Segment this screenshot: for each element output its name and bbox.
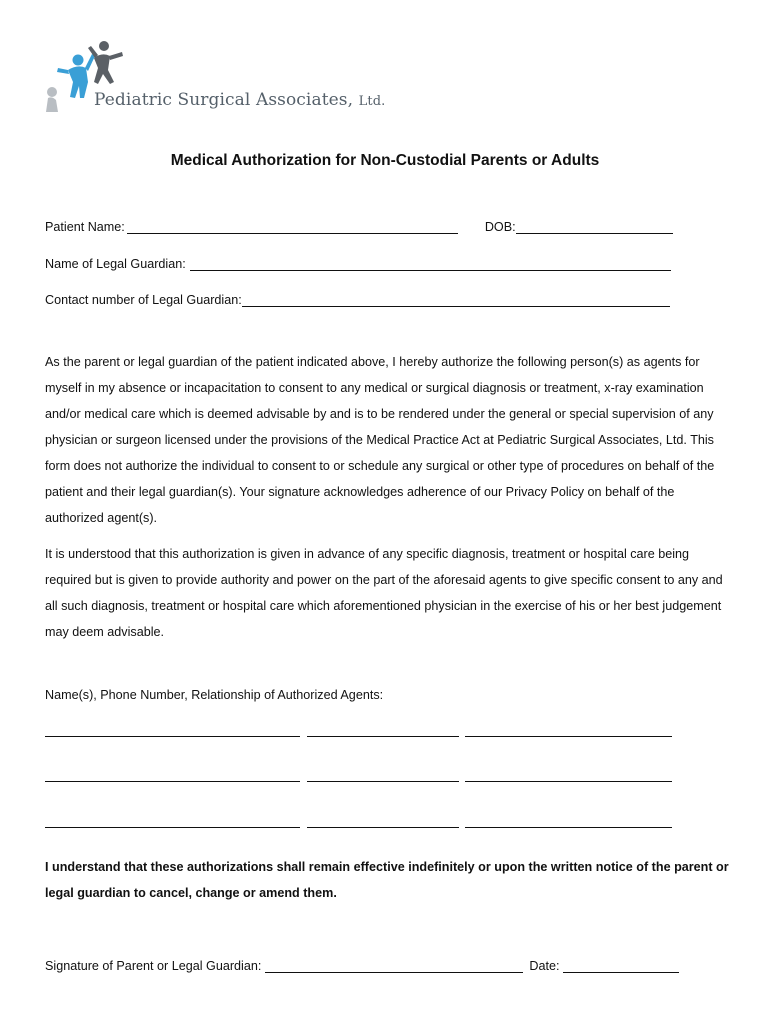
- guardian-contact-row: [45, 292, 670, 307]
- agent-row-2: [45, 781, 675, 783]
- company-name-suffix: Ltd.: [358, 94, 386, 109]
- date-field[interactable]: [563, 958, 679, 973]
- signature-field[interactable]: [265, 958, 523, 973]
- guardian-contact-field[interactable]: [242, 292, 670, 307]
- understood-paragraph: It is understood that this authorization is given in advance of any specific diagnosis, treatment or hospital care being required but is given to provide authority and power on the part of the aforesaid agents to give specific consent to any and all such diagnosis, treatment or hospital care which aforementioned physician in the exercise of his or her best judgement may deem advisable.: [45, 547, 723, 639]
- patient-name-row: [45, 219, 673, 234]
- guardian-name-row: [45, 256, 671, 271]
- agent-row-1: [45, 736, 675, 738]
- dob-label: DOB:: [484, 220, 516, 234]
- agent-relationship-field[interactable]: [465, 781, 672, 782]
- date-label: Date:: [529, 959, 560, 973]
- agent-phone-field[interactable]: [307, 781, 459, 782]
- agent-relationship-field[interactable]: [465, 736, 672, 737]
- patient-name-label: Patient Name:: [45, 220, 125, 234]
- agent-name-field[interactable]: [45, 781, 300, 782]
- acknowledgement-paragraph: I understand that these authorizations shall remain effective indefinitely or upon the written notice of the parent or legal guardian to cancel, change or amend them.: [45, 860, 729, 900]
- agents-label: [45, 688, 383, 702]
- agent-phone-field[interactable]: [307, 827, 459, 828]
- company-logo: [42, 34, 386, 122]
- agents-label-text: Name(s), Phone Number, Relationship of Authorized Agents:: [45, 688, 384, 702]
- agent-name-field[interactable]: [45, 736, 300, 737]
- guardian-contact-label: Contact number of Legal Guardian:: [45, 293, 242, 307]
- signature-row: [45, 958, 679, 973]
- company-name-main: Pediatric Surgical Associates,: [94, 90, 354, 110]
- patient-name-field[interactable]: [127, 219, 458, 234]
- authorization-paragraph: As the parent or legal guardian of the patient indicated above, I hereby authorize the following person(s) as agents for myself in my absence or incapacitation to consent to any medical or surgical diagnosis or treatment, x-ray examination and/or medical care which is deemed advisable by and is to be rendered under the general or special supervision of any physician or surgeon licensed under the provisions of the Medical Practice Act at Pediatric Surgical Associates, Ltd. This form does not authorize the individual to consent to or schedule any surgical or other type of procedures on behalf of the patient and their legal guardian(s). Your signature acknowledges adherence of our Privacy Policy on behalf of the authorized agent(s).: [45, 355, 715, 525]
- dob-field[interactable]: [516, 219, 673, 234]
- agent-phone-field[interactable]: [307, 736, 459, 737]
- company-name: [94, 90, 385, 110]
- agent-name-field[interactable]: [45, 827, 300, 828]
- signature-label: Signature of Parent or Legal Guardian:: [45, 959, 262, 973]
- agent-relationship-field[interactable]: [465, 827, 672, 828]
- guardian-name-field[interactable]: [190, 256, 671, 271]
- page-title: Medical Authorization for Non-Custodial Parents or Adults: [170, 152, 600, 169]
- guardian-name-label: Name of Legal Guardian:: [45, 257, 186, 271]
- agent-row-3: [45, 827, 675, 829]
